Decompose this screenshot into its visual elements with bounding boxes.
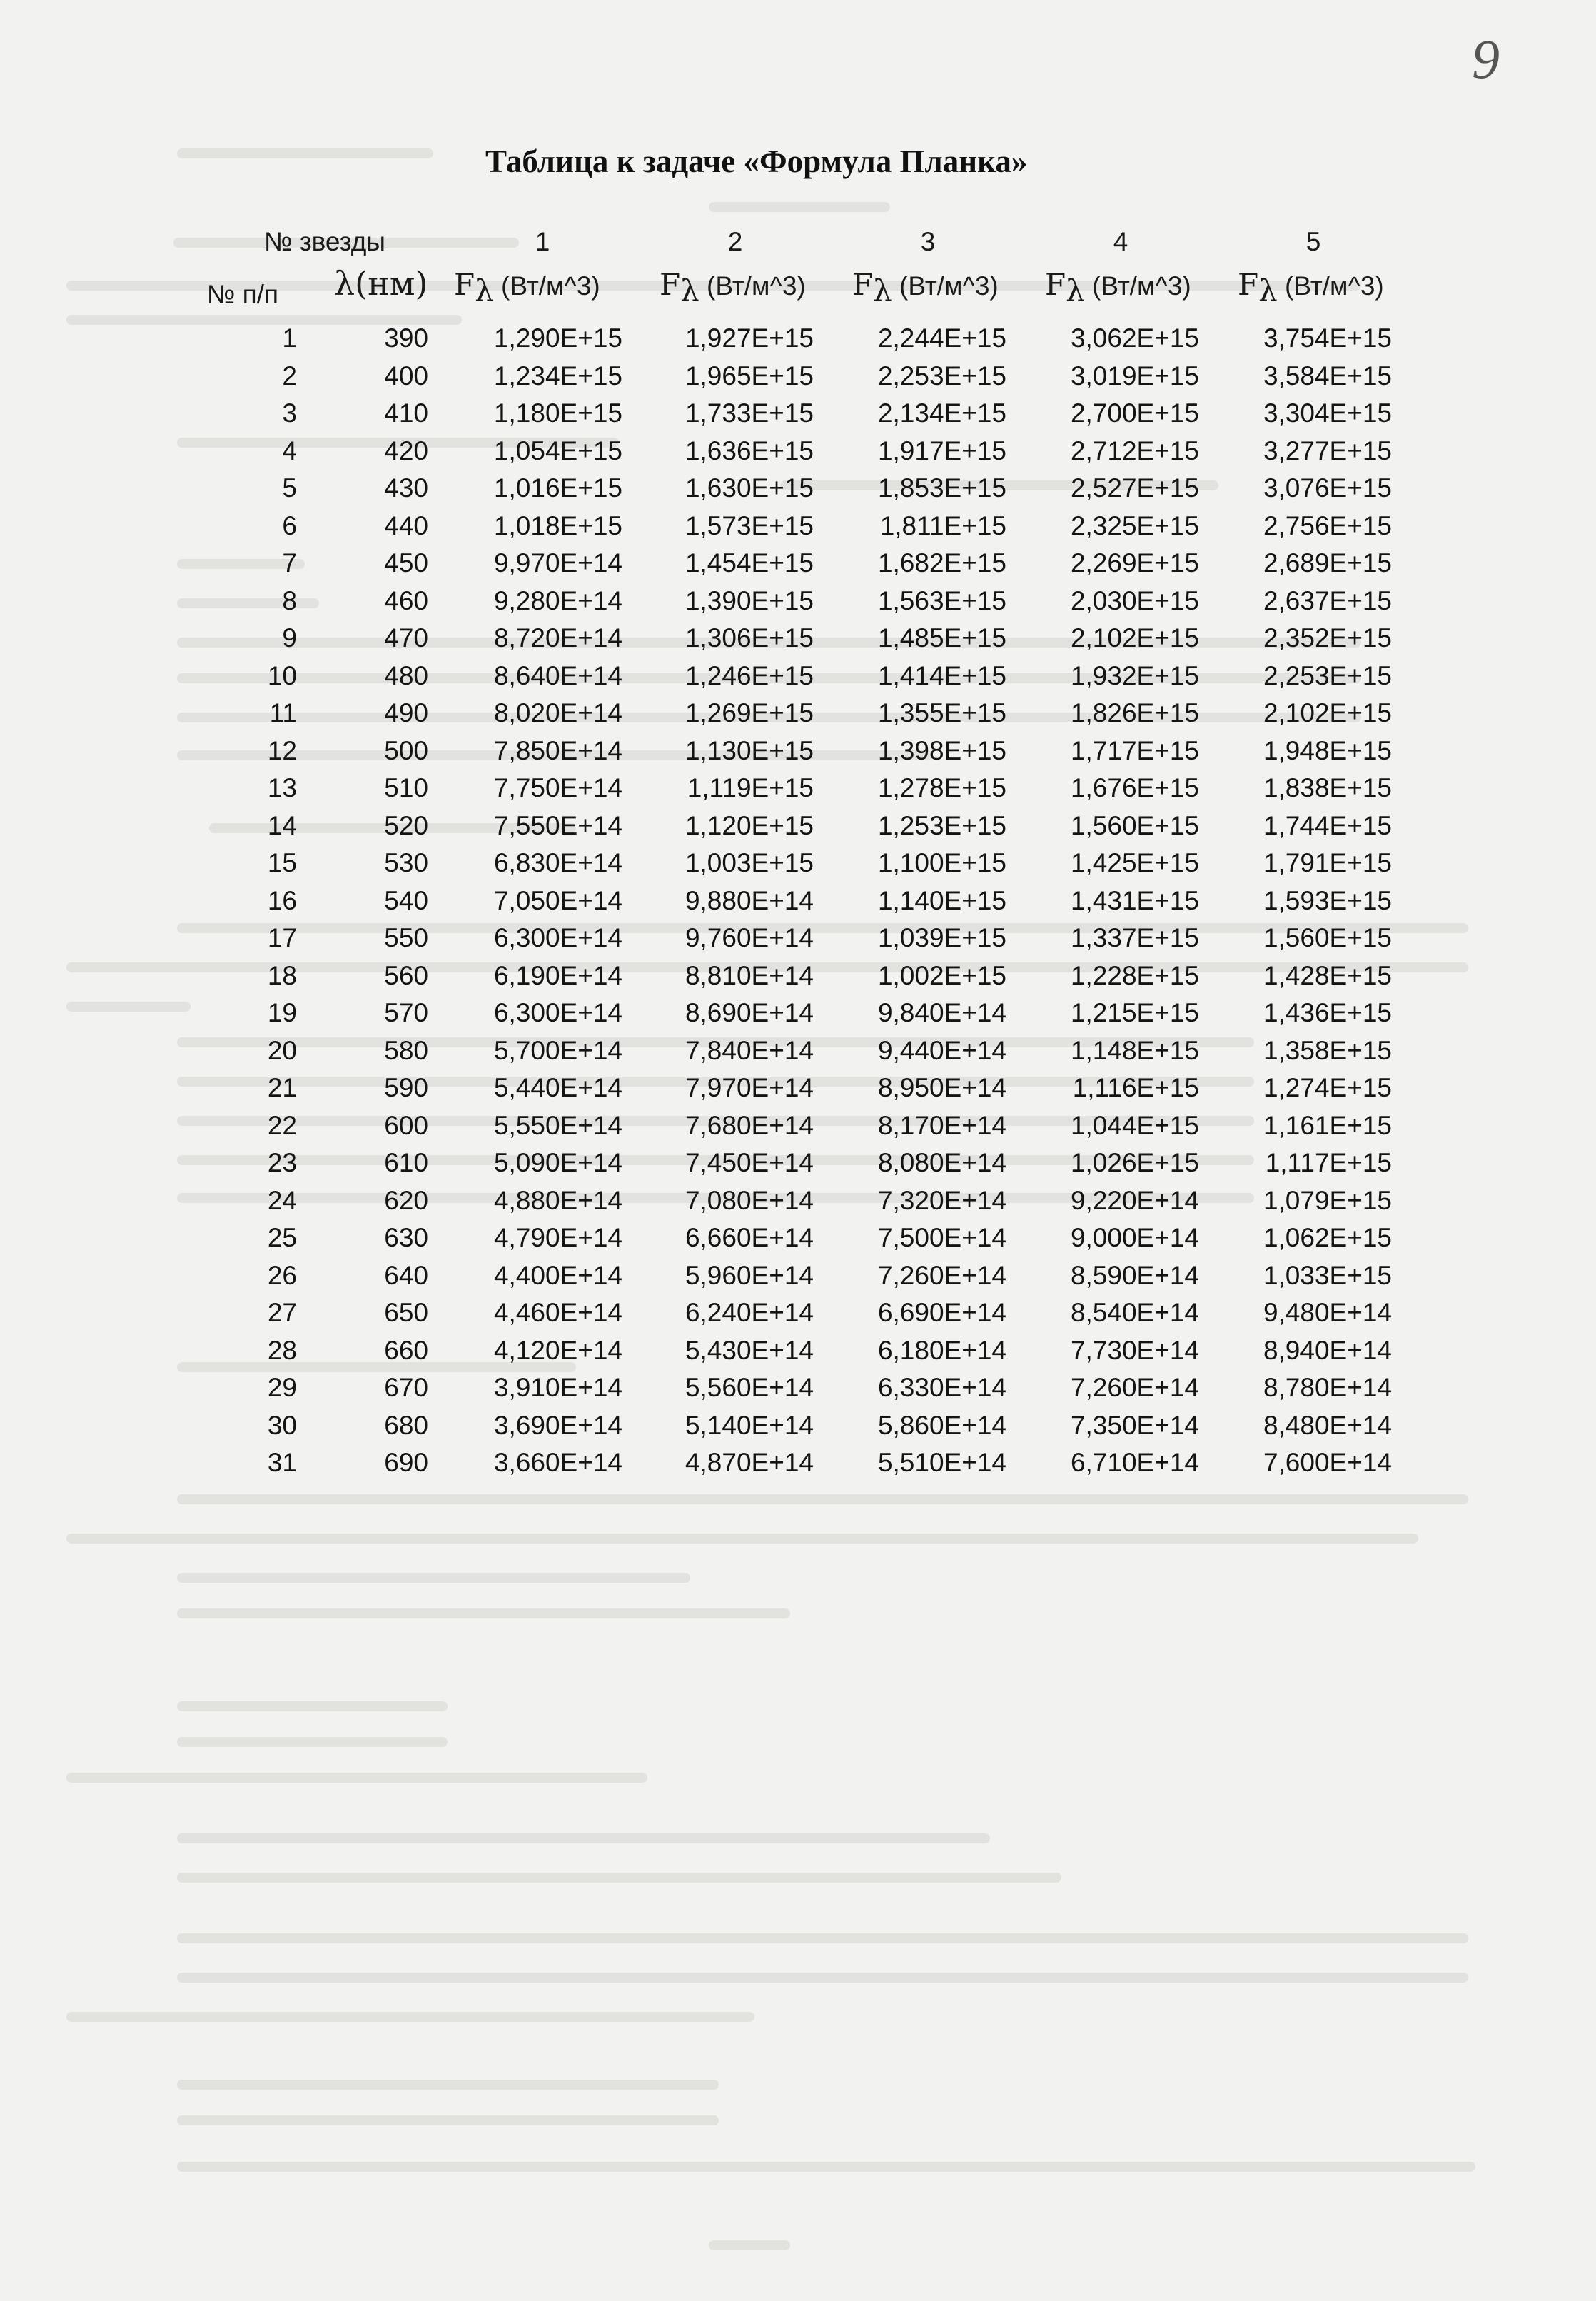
wavelength-unit: (нм)	[355, 264, 428, 303]
star-number-header: № звезды	[263, 227, 385, 256]
flux-unit: (Вт/м^3)	[1084, 271, 1191, 301]
table-row	[0, 1369, 1596, 1407]
flux-star-3: 2,134E+15	[877, 398, 1006, 428]
flux-star-1: 9,970E+14	[493, 548, 622, 578]
row-number: 20	[267, 1035, 297, 1065]
flux-star-4: 2,527E+15	[1070, 473, 1199, 503]
wavelength-value: 450	[384, 548, 428, 578]
flux-star-1: 8,720E+14	[493, 623, 622, 653]
flux-star-2: 1,733E+15	[685, 398, 814, 428]
flux-star-2: 1,636E+15	[685, 435, 814, 465]
flux-star-3: 7,260E+14	[877, 1260, 1006, 1290]
flux-star-5: 2,253E+15	[1263, 660, 1392, 690]
flux-star-1: 4,460E+14	[493, 1298, 622, 1327]
flux-star-4: 1,116E+15	[1072, 1073, 1199, 1102]
flux-star-1: 3,690E+14	[493, 1410, 622, 1440]
wavelength-value: 550	[384, 923, 428, 952]
flux-star-1: 4,120E+14	[493, 1335, 622, 1365]
star-3-header: 3	[920, 227, 936, 256]
table-row	[0, 1444, 1596, 1482]
wavelength-value: 660	[384, 1335, 428, 1365]
flux-star-5: 1,560E+15	[1263, 923, 1392, 952]
wavelength-value: 690	[384, 1448, 428, 1477]
wavelength-value: 400	[384, 361, 428, 391]
wavelength-value: 590	[384, 1073, 428, 1102]
row-number: 15	[267, 848, 297, 877]
flux-star-5: 3,304E+15	[1263, 398, 1392, 428]
table-row	[0, 658, 1596, 695]
flux-star-4: 1,717E+15	[1070, 735, 1199, 765]
table-row	[0, 882, 1596, 920]
flux-star-3: 1,917E+15	[877, 435, 1006, 465]
flux-star-4: 1,044E+15	[1070, 1110, 1199, 1140]
star-2-header: 2	[727, 227, 743, 256]
flux-star-2: 5,560E+14	[685, 1373, 814, 1402]
flux-star-4: 3,062E+15	[1070, 323, 1199, 353]
table-row	[0, 545, 1596, 583]
table-row	[0, 770, 1596, 807]
flux-star-5: 1,838E+15	[1263, 773, 1392, 802]
flux-star-1: 7,550E+14	[493, 810, 622, 840]
flux-star-3: 8,950E+14	[877, 1073, 1006, 1102]
row-number: 3	[282, 398, 297, 428]
table-row	[0, 395, 1596, 433]
flux-star-3: 9,440E+14	[877, 1035, 1006, 1065]
flux-symbol: F	[454, 267, 475, 302]
star-1-header: 1	[535, 227, 550, 256]
row-number: 6	[282, 510, 297, 540]
flux-star-4: 2,269E+15	[1070, 548, 1199, 578]
flux-star-4: 1,431E+15	[1070, 885, 1199, 915]
flux-star-1: 5,440E+14	[493, 1073, 622, 1102]
table-row	[0, 1407, 1596, 1445]
flux-symbol: F	[852, 267, 874, 302]
flux-star-1: 3,910E+14	[493, 1373, 622, 1402]
table-row	[0, 1219, 1596, 1257]
row-number: 9	[282, 623, 297, 653]
flux-star-5: 2,637E+15	[1263, 585, 1392, 615]
flux-header-star-1	[454, 267, 600, 308]
row-number: 2	[282, 361, 297, 391]
wavelength-value: 510	[384, 773, 428, 802]
flux-star-3: 1,355E+15	[877, 698, 1006, 727]
wavelength-value: 430	[384, 473, 428, 503]
flux-star-3: 1,563E+15	[877, 585, 1006, 615]
row-number: 19	[267, 998, 297, 1027]
flux-star-2: 1,927E+15	[685, 323, 814, 353]
flux-star-2: 5,430E+14	[685, 1335, 814, 1365]
flux-star-3: 2,244E+15	[877, 323, 1006, 353]
wavelength-value: 680	[384, 1410, 428, 1440]
flux-symbol: F	[660, 267, 681, 302]
flux-unit: (Вт/м^3)	[493, 271, 600, 301]
table-row	[0, 508, 1596, 545]
flux-star-3: 2,253E+15	[877, 361, 1006, 391]
table-row	[0, 320, 1596, 358]
flux-star-1: 4,880E+14	[493, 1185, 622, 1215]
flux-star-5: 3,584E+15	[1263, 361, 1392, 391]
flux-star-1: 4,400E+14	[493, 1260, 622, 1290]
row-number: 30	[267, 1410, 297, 1440]
wavelength-value: 480	[384, 660, 428, 690]
flux-star-3: 1,682E+15	[877, 548, 1006, 578]
flux-star-2: 1,246E+15	[685, 660, 814, 690]
flux-star-3: 1,485E+15	[877, 623, 1006, 653]
flux-star-3: 1,100E+15	[877, 848, 1006, 877]
flux-star-3: 6,330E+14	[877, 1373, 1006, 1402]
row-number: 8	[282, 585, 297, 615]
star-5-header: 5	[1305, 227, 1321, 256]
wavelength-value: 560	[384, 960, 428, 990]
table-row	[0, 1257, 1596, 1295]
wavelength-value: 490	[384, 698, 428, 727]
flux-subscript: λ	[873, 273, 892, 308]
flux-star-1: 5,700E+14	[493, 1035, 622, 1065]
flux-star-3: 5,860E+14	[877, 1410, 1006, 1440]
flux-star-4: 7,350E+14	[1070, 1410, 1199, 1440]
flux-star-3: 7,500E+14	[877, 1223, 1006, 1252]
wavelength-value: 410	[384, 398, 428, 428]
table-row	[0, 433, 1596, 470]
flux-star-2: 1,390E+15	[685, 585, 814, 615]
flux-star-4: 7,730E+14	[1070, 1335, 1199, 1365]
flux-star-4: 6,710E+14	[1070, 1448, 1199, 1477]
flux-star-5: 1,428E+15	[1263, 960, 1392, 990]
table-row	[0, 358, 1596, 396]
flux-star-2: 5,960E+14	[685, 1260, 814, 1290]
flux-star-2: 7,080E+14	[685, 1185, 814, 1215]
planck-table-body	[0, 320, 1596, 1482]
flux-star-3: 1,414E+15	[877, 660, 1006, 690]
page-title: Таблица к задаче «Формула Планка»	[485, 144, 1028, 179]
flux-star-2: 1,003E+15	[685, 848, 814, 877]
page-number: 9	[1472, 28, 1500, 90]
flux-star-3: 7,320E+14	[877, 1185, 1006, 1215]
table-row	[0, 620, 1596, 658]
flux-star-4: 1,026E+15	[1070, 1148, 1199, 1177]
flux-star-5: 1,948E+15	[1263, 735, 1392, 765]
row-number: 1	[282, 323, 297, 353]
flux-star-1: 6,190E+14	[493, 960, 622, 990]
flux-symbol: F	[1238, 267, 1259, 302]
wavelength-value: 670	[384, 1373, 428, 1402]
flux-star-2: 7,680E+14	[685, 1110, 814, 1140]
flux-subscript: λ	[1258, 273, 1278, 308]
flux-star-2: 1,630E+15	[685, 473, 814, 503]
flux-star-3: 1,253E+15	[877, 810, 1006, 840]
wavelength-value: 640	[384, 1260, 428, 1290]
flux-star-3: 1,002E+15	[877, 960, 1006, 990]
flux-star-2: 1,269E+15	[685, 698, 814, 727]
flux-star-4: 1,826E+15	[1070, 698, 1199, 727]
flux-star-4: 1,337E+15	[1070, 923, 1199, 952]
wavelength-value: 470	[384, 623, 428, 653]
flux-star-5: 2,756E+15	[1263, 510, 1392, 540]
table-row	[0, 1294, 1596, 1332]
flux-star-5: 3,277E+15	[1263, 435, 1392, 465]
flux-star-4: 2,102E+15	[1070, 623, 1199, 653]
flux-star-1: 8,640E+14	[493, 660, 622, 690]
flux-star-3: 1,039E+15	[877, 923, 1006, 952]
flux-star-4: 1,228E+15	[1070, 960, 1199, 990]
table-row	[0, 807, 1596, 845]
table-row	[0, 1069, 1596, 1107]
row-number: 13	[267, 773, 297, 802]
flux-star-5: 1,062E+15	[1263, 1223, 1392, 1252]
flux-star-2: 8,810E+14	[685, 960, 814, 990]
flux-star-3: 9,840E+14	[877, 998, 1006, 1027]
table-row	[0, 1332, 1596, 1370]
row-number: 17	[267, 923, 297, 952]
wavelength-value: 600	[384, 1110, 428, 1140]
wavelength-value: 570	[384, 998, 428, 1027]
flux-star-4: 1,425E+15	[1070, 848, 1199, 877]
flux-star-5: 9,480E+14	[1263, 1298, 1392, 1327]
flux-star-2: 6,240E+14	[685, 1298, 814, 1327]
flux-star-4: 3,019E+15	[1070, 361, 1199, 391]
wavelength-value: 500	[384, 735, 428, 765]
table-row	[0, 845, 1596, 882]
flux-star-3: 8,170E+14	[877, 1110, 1006, 1140]
wavelength-header	[334, 264, 428, 303]
table-row	[0, 1107, 1596, 1145]
flux-star-2: 1,965E+15	[685, 361, 814, 391]
row-number: 22	[267, 1110, 297, 1140]
flux-star-4: 1,148E+15	[1070, 1035, 1199, 1065]
flux-star-5: 8,480E+14	[1263, 1410, 1392, 1440]
flux-star-3: 1,278E+15	[877, 773, 1006, 802]
flux-star-5: 1,791E+15	[1263, 848, 1392, 877]
table-row	[0, 695, 1596, 732]
flux-star-2: 5,140E+14	[685, 1410, 814, 1440]
flux-star-2: 7,840E+14	[685, 1035, 814, 1065]
flux-star-4: 7,260E+14	[1070, 1373, 1199, 1402]
flux-star-5: 3,076E+15	[1263, 473, 1392, 503]
wavelength-value: 630	[384, 1223, 428, 1252]
flux-star-2: 9,760E+14	[685, 923, 814, 952]
flux-star-5: 1,161E+15	[1263, 1110, 1392, 1140]
flux-star-5: 1,079E+15	[1263, 1185, 1392, 1215]
row-number: 12	[267, 735, 297, 765]
flux-star-3: 6,690E+14	[877, 1298, 1006, 1327]
wavelength-value: 530	[384, 848, 428, 877]
wavelength-value: 610	[384, 1148, 428, 1177]
wavelength-value: 650	[384, 1298, 428, 1327]
flux-subscript: λ	[680, 273, 699, 308]
row-number-header: № п/п	[206, 280, 278, 309]
flux-star-3: 1,853E+15	[877, 473, 1006, 503]
flux-star-5: 1,593E+15	[1263, 885, 1392, 915]
flux-star-2: 6,660E+14	[685, 1223, 814, 1252]
flux-star-1: 5,090E+14	[493, 1148, 622, 1177]
flux-subscript: λ	[475, 273, 494, 308]
flux-star-2: 1,454E+15	[685, 548, 814, 578]
flux-star-5: 2,102E+15	[1263, 698, 1392, 727]
flux-star-1: 6,300E+14	[493, 998, 622, 1027]
flux-star-5: 1,117E+15	[1265, 1148, 1392, 1177]
flux-star-1: 3,660E+14	[493, 1448, 622, 1477]
flux-star-5: 8,940E+14	[1263, 1335, 1392, 1365]
flux-star-5: 1,436E+15	[1263, 998, 1392, 1027]
flux-star-5: 1,744E+15	[1263, 810, 1392, 840]
flux-star-4: 8,540E+14	[1070, 1298, 1199, 1327]
flux-star-1: 1,018E+15	[493, 510, 622, 540]
row-number: 10	[267, 660, 297, 690]
flux-star-5: 1,358E+15	[1263, 1035, 1392, 1065]
row-number: 23	[267, 1148, 297, 1177]
flux-symbol: F	[1045, 267, 1066, 302]
table-row	[0, 583, 1596, 620]
flux-star-1: 9,280E+14	[493, 585, 622, 615]
wavelength-value: 440	[384, 510, 428, 540]
flux-star-4: 9,000E+14	[1070, 1223, 1199, 1252]
row-number: 5	[282, 473, 297, 503]
flux-star-1: 7,750E+14	[493, 773, 622, 802]
table-row	[0, 732, 1596, 770]
row-number: 16	[267, 885, 297, 915]
flux-star-1: 1,054E+15	[493, 435, 622, 465]
flux-star-1: 5,550E+14	[493, 1110, 622, 1140]
row-number: 29	[267, 1373, 297, 1402]
flux-star-2: 1,120E+15	[685, 810, 814, 840]
flux-star-2: 1,119E+15	[687, 773, 814, 802]
table-row	[0, 470, 1596, 508]
flux-star-3: 1,811E+15	[879, 510, 1006, 540]
row-number: 21	[267, 1073, 297, 1102]
flux-star-3: 8,080E+14	[877, 1148, 1006, 1177]
flux-unit: (Вт/м^3)	[1277, 271, 1384, 301]
flux-star-2: 8,690E+14	[685, 998, 814, 1027]
flux-star-1: 7,050E+14	[493, 885, 622, 915]
flux-star-4: 1,932E+15	[1070, 660, 1199, 690]
flux-star-1: 8,020E+14	[493, 698, 622, 727]
flux-star-2: 7,450E+14	[685, 1148, 814, 1177]
row-number: 31	[267, 1448, 297, 1477]
table-row	[0, 920, 1596, 957]
flux-star-3: 6,180E+14	[877, 1335, 1006, 1365]
flux-star-4: 1,560E+15	[1070, 810, 1199, 840]
wavelength-value: 580	[384, 1035, 428, 1065]
row-number: 11	[269, 698, 297, 727]
flux-star-1: 4,790E+14	[493, 1223, 622, 1252]
flux-header-star-3	[852, 267, 999, 308]
flux-star-4: 9,220E+14	[1070, 1185, 1199, 1215]
flux-star-2: 7,970E+14	[685, 1073, 814, 1102]
lambda-symbol: λ	[334, 264, 355, 303]
flux-star-1: 1,180E+15	[493, 398, 622, 428]
row-number: 18	[267, 960, 297, 990]
flux-star-1: 1,016E+15	[493, 473, 622, 503]
flux-star-1: 1,290E+15	[493, 323, 622, 353]
wavelength-value: 520	[384, 810, 428, 840]
table-row	[0, 995, 1596, 1032]
flux-unit: (Вт/м^3)	[892, 271, 999, 301]
row-number: 27	[267, 1298, 297, 1327]
flux-star-2: 1,573E+15	[685, 510, 814, 540]
wavelength-value: 420	[384, 435, 428, 465]
flux-star-4: 2,325E+15	[1070, 510, 1199, 540]
wavelength-value: 540	[384, 885, 428, 915]
row-number: 7	[282, 548, 297, 578]
flux-star-2: 9,880E+14	[685, 885, 814, 915]
flux-star-3: 1,398E+15	[877, 735, 1006, 765]
flux-header-star-2	[660, 267, 806, 308]
flux-star-5: 1,274E+15	[1263, 1073, 1392, 1102]
flux-star-5: 2,352E+15	[1263, 623, 1392, 653]
row-number: 25	[267, 1223, 297, 1252]
table-row	[0, 957, 1596, 995]
wavelength-value: 390	[384, 323, 428, 353]
wavelength-value: 460	[384, 585, 428, 615]
flux-star-2: 4,870E+14	[685, 1448, 814, 1477]
flux-star-4: 8,590E+14	[1070, 1260, 1199, 1290]
flux-star-3: 5,510E+14	[877, 1448, 1006, 1477]
flux-header-star-4	[1045, 267, 1191, 308]
table-row	[0, 1032, 1596, 1070]
flux-star-5: 3,754E+15	[1263, 323, 1392, 353]
flux-star-2: 1,306E+15	[685, 623, 814, 653]
flux-star-1: 6,300E+14	[493, 923, 622, 952]
flux-star-1: 1,234E+15	[493, 361, 622, 391]
row-number: 14	[267, 810, 297, 840]
flux-star-5: 7,600E+14	[1263, 1448, 1392, 1477]
flux-star-1: 7,850E+14	[493, 735, 622, 765]
table-row	[0, 1182, 1596, 1220]
flux-star-5: 2,689E+15	[1263, 548, 1392, 578]
flux-star-4: 2,712E+15	[1070, 435, 1199, 465]
row-number: 4	[282, 435, 297, 465]
flux-star-4: 2,030E+15	[1070, 585, 1199, 615]
flux-header-star-5	[1238, 267, 1384, 308]
flux-star-4: 1,676E+15	[1070, 773, 1199, 802]
flux-star-5: 1,033E+15	[1263, 1260, 1392, 1290]
flux-unit: (Вт/м^3)	[699, 271, 806, 301]
wavelength-value: 620	[384, 1185, 428, 1215]
flux-star-1: 6,830E+14	[493, 848, 622, 877]
flux-star-3: 1,140E+15	[877, 885, 1006, 915]
flux-star-5: 8,780E+14	[1263, 1373, 1392, 1402]
flux-subscript: λ	[1066, 273, 1085, 308]
row-number: 24	[267, 1185, 297, 1215]
star-4-header: 4	[1113, 227, 1128, 256]
flux-star-4: 2,700E+15	[1070, 398, 1199, 428]
row-number: 28	[267, 1335, 297, 1365]
flux-star-4: 1,215E+15	[1070, 998, 1199, 1027]
row-number: 26	[267, 1260, 297, 1290]
flux-star-2: 1,130E+15	[685, 735, 814, 765]
table-row	[0, 1144, 1596, 1182]
